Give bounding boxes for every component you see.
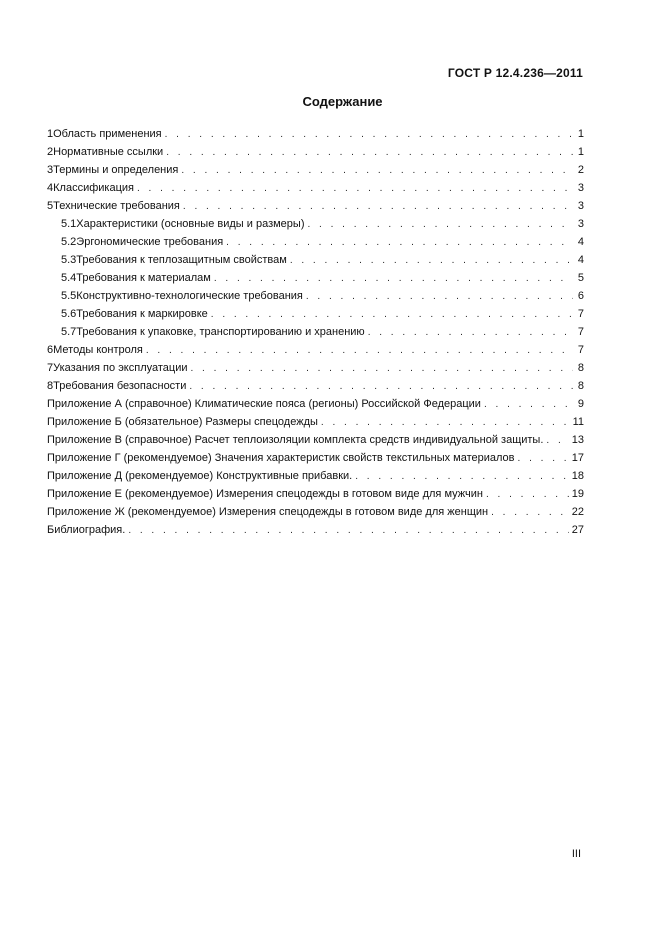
toc-leader-dots [546, 432, 568, 450]
toc-entry-number: 2 [47, 146, 54, 158]
toc-entry-page: 8 [577, 362, 584, 374]
toc-entry-label: Область применения [53, 128, 162, 140]
toc-leader-dots [491, 504, 569, 522]
toc-leader-dots [166, 144, 573, 162]
toc-leader-dots [211, 306, 573, 324]
toc-entry[interactable] [47, 143, 584, 161]
toc-entry-label: Приложение Д (рекомендуемое) Конструктивные прибавки. [47, 470, 353, 482]
toc-leader-dots [128, 522, 568, 540]
toc-entry-number: 5 [47, 200, 54, 212]
toc-entry-page: 11 [572, 416, 584, 428]
toc-entry[interactable] [47, 485, 584, 503]
toc-entry[interactable] [47, 359, 584, 377]
toc-entry-label: Приложение В (справочное) Расчет теплоизоляции комплекта средств индивидуальной защиты. [47, 434, 544, 446]
toc-leader-dots [146, 342, 573, 360]
toc-entry-page: 13 [571, 434, 584, 446]
toc-entry-label: Методы контроля [53, 344, 143, 356]
toc-entry-number: 5.3 [61, 254, 77, 266]
toc-entry-number: 5.7 [61, 326, 77, 338]
toc-entry-number: 4 [47, 182, 54, 194]
toc-entry-page: 7 [577, 326, 584, 338]
toc-entry-number: 1 [47, 128, 54, 140]
toc-entry-page: 3 [577, 200, 584, 212]
toc-entry-label: Требования к материалам [76, 272, 211, 284]
toc-entry[interactable] [47, 377, 584, 395]
toc-entry-label: Указания по эксплуатации [53, 362, 188, 374]
toc-entry-number: 7 [47, 362, 54, 374]
toc-entry[interactable] [47, 395, 584, 413]
toc-entry[interactable] [47, 251, 584, 269]
toc-entry[interactable] [47, 287, 584, 305]
toc-entry-page: 17 [571, 452, 584, 464]
toc-entry-page: 1 [577, 128, 584, 140]
toc-leader-dots [165, 126, 573, 144]
toc-leader-dots [226, 234, 573, 252]
toc-entry-label: Нормативные ссылки [53, 146, 164, 158]
toc-entry-label: Характеристики (основные виды и размеры) [76, 218, 305, 230]
toc-entry-page: 1 [577, 146, 584, 158]
toc-entry[interactable] [47, 413, 584, 431]
toc-entry-page: 8 [577, 380, 584, 392]
toc-entry-page: 5 [577, 272, 584, 284]
toc-leader-dots [321, 414, 570, 432]
toc-entry-label: Требования к маркировке [76, 308, 208, 320]
toc-entry-label: Термины и определения [53, 164, 179, 176]
toc-entry-label: Требования к теплозащитным свойствам [76, 254, 287, 266]
toc-entry-label: Конструктивно-технологические требования [76, 290, 303, 302]
toc-leader-dots [290, 252, 573, 270]
toc-entry-label: Требования к упаковке, транспортированию и хранению [76, 326, 365, 338]
toc-leader-dots [214, 270, 573, 288]
toc-entry[interactable] [47, 503, 584, 521]
toc-leader-dots [355, 468, 569, 486]
toc-leader-dots [518, 450, 569, 468]
toc-entry-label: Приложение А (справочное) Климатические пояса (регионы) Российской Федерации [47, 398, 481, 410]
toc-entry[interactable] [47, 467, 584, 485]
toc-leader-dots [486, 486, 569, 504]
toc-entry-page: 18 [571, 470, 584, 482]
toc-entry-label: Классификация [53, 182, 134, 194]
toc-entry-page: 4 [577, 254, 584, 266]
toc-leader-dots [307, 216, 573, 234]
toc-entry-page: 27 [571, 524, 584, 536]
toc-entry-page: 7 [577, 308, 584, 320]
toc-entry[interactable] [47, 431, 584, 449]
toc-entry-page: 19 [571, 488, 584, 500]
page-number: III [571, 848, 581, 860]
toc-leader-dots [183, 198, 573, 216]
toc-entry-number: 8 [47, 380, 54, 392]
table-of-contents [47, 125, 584, 539]
toc-entry-label: Приложение Г (рекомендуемое) Значения характеристик свойств текстильных материалов [47, 452, 515, 464]
toc-entry[interactable] [47, 323, 584, 341]
toc-entry-label: Библиография. [47, 524, 126, 536]
toc-entry-page: 3 [577, 218, 584, 230]
toc-entry-page: 22 [571, 506, 584, 518]
toc-entry[interactable] [47, 521, 584, 539]
toc-leader-dots [306, 288, 573, 306]
toc-entry[interactable] [47, 125, 584, 143]
toc-leader-dots [484, 396, 573, 414]
toc-entry-label: Эргономические требования [76, 236, 224, 248]
page-title: Содержание [302, 94, 383, 109]
toc-entry-page: 6 [577, 290, 584, 302]
toc-entry[interactable] [47, 449, 584, 467]
toc-entry-page: 4 [577, 236, 584, 248]
toc-entry-label: Технические требования [53, 200, 180, 212]
document-code: ГОСТ Р 12.4.236—2011 [447, 66, 583, 80]
toc-entry-page: 9 [577, 398, 584, 410]
toc-entry-page: 2 [577, 164, 584, 176]
toc-entry[interactable] [47, 161, 584, 179]
toc-entry-label: Приложение Ж (рекомендуемое) Измерения спецодежды в готовом виде для женщин [47, 506, 489, 518]
toc-entry-label: Требования безопасности [53, 380, 187, 392]
toc-entry[interactable] [47, 197, 584, 215]
toc-entry[interactable] [47, 233, 584, 251]
toc-entry-number: 5.5 [61, 290, 77, 302]
toc-entry-page: 3 [577, 182, 584, 194]
toc-entry-number: 5.2 [61, 236, 77, 248]
toc-entry-page: 7 [577, 344, 584, 356]
toc-entry-label: Приложение Б (обязательное) Размеры спецодежды [47, 416, 318, 428]
toc-entry-number: 5.6 [61, 308, 77, 320]
toc-entry[interactable] [47, 305, 584, 323]
toc-entry[interactable] [47, 341, 584, 359]
toc-entry-label: Приложение Е (рекомендуемое) Измерения спецодежды в готовом виде для мужчин [47, 488, 483, 500]
toc-entry-number: 6 [47, 344, 54, 356]
toc-entry-number: 5.1 [61, 218, 77, 230]
toc-leader-dots [189, 378, 573, 396]
toc-leader-dots [181, 162, 573, 180]
toc-entry[interactable] [47, 269, 584, 287]
toc-leader-dots [368, 324, 573, 342]
toc-entry-number: 3 [47, 164, 54, 176]
toc-leader-dots [137, 180, 573, 198]
toc-entry[interactable] [47, 179, 584, 197]
toc-leader-dots [191, 360, 574, 378]
toc-entry[interactable] [47, 215, 584, 233]
toc-entry-number: 5.4 [61, 272, 77, 284]
